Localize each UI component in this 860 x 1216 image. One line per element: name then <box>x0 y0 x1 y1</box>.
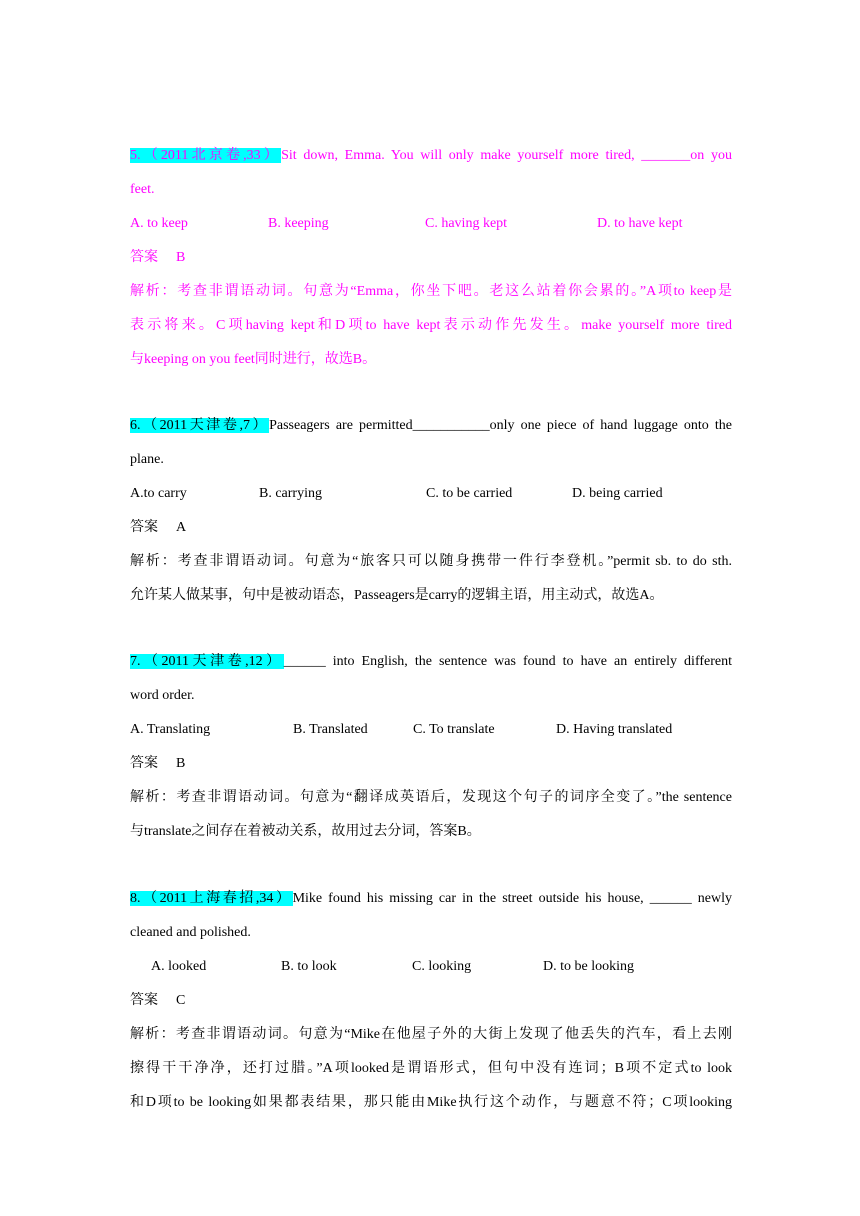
options-row <box>130 477 732 511</box>
question-8 <box>130 882 732 1120</box>
question-stem <box>130 139 732 173</box>
question-number-source: 5.（2011北京卷,33） <box>130 148 282 163</box>
analysis-line-2: 允许某人做某事，句中是被动语态，Passeagers是carry的逻辑主语，用主动式，故选A。 <box>130 588 664 603</box>
analysis-line-3: 与keeping on you feet同时进行，故选B。 <box>130 352 377 367</box>
question-stem <box>130 645 732 679</box>
analysis-line-2: 擦得干干净净，还打过腊。”A项looked是谓语形式，但句中没有连词；B项不定式to look <box>130 1061 732 1076</box>
question-6 <box>130 409 732 613</box>
question-5 <box>130 139 732 377</box>
option-c: C. to be carried <box>426 486 513 501</box>
analysis-line-1: 解析：考查非谓语动词。句意为“翻译成英语后，发现这个句子的词序全变了。”the sentence <box>130 790 732 805</box>
stem-text-continued: feet. <box>130 182 155 197</box>
stem-text-continued: plane. <box>130 452 164 467</box>
answer-value: C <box>176 993 186 1008</box>
analysis-line-3: 和D项to be looking如果都表结果，那只能由Mike执行这个动作，与题意不符；C项looking <box>130 1095 732 1110</box>
analysis-line-1: 解析：考查非谓语动词。句意为“Mike在他屋子外的大街上发现了他丢失的汽车，看上去刚 <box>130 1027 732 1042</box>
answer-line: 答案 B <box>130 250 186 265</box>
option-c: C. looking <box>412 959 472 974</box>
answer-value: B <box>176 756 186 771</box>
option-b: B. keeping <box>268 216 329 231</box>
option-b: B. Translated <box>293 722 368 737</box>
question-number-source: 8.（2011上海春招,34） <box>130 891 293 906</box>
answer-value: A <box>176 520 187 535</box>
stem-text: Sit down, Emma. You will only make yourself more tired, _______on you <box>281 148 732 163</box>
stem-text: ______ into English, the sentence was found to have an entirely different <box>283 654 732 669</box>
question-7 <box>130 645 732 849</box>
stem-text: Mike found his missing car in the street outside his house, ______ newly <box>292 891 732 906</box>
analysis-line-2: 表示将来。C项having kept和D项to have kept表示动作先发生。make yourself more tired <box>130 318 732 333</box>
option-a: A. Translating <box>130 722 211 737</box>
analysis-line-1: 解析：考查非谓语动词。句意为“Emma，你坐下吧。老这么站着你会累的。”A项to keep是 <box>130 284 732 299</box>
question-number-source: 6.（2011天津卷,7） <box>130 418 270 433</box>
option-a: A.to carry <box>130 486 187 501</box>
option-b: B. to look <box>281 959 337 974</box>
answer-line: 答案 C <box>130 993 186 1008</box>
options-row <box>130 950 732 984</box>
question-number-source: 7.（2011天津卷,12） <box>130 654 284 669</box>
answer-line: 答案 A <box>130 520 187 535</box>
option-c: C. having kept <box>425 216 508 231</box>
option-d: D. Having translated <box>556 722 673 737</box>
options-row <box>130 713 732 747</box>
option-c: C. To translate <box>413 722 495 737</box>
question-stem <box>130 882 732 916</box>
option-a: A. looked <box>151 959 207 974</box>
option-d: D. to have kept <box>597 216 683 231</box>
analysis-line-1: 解析：考查非谓语动词。句意为“旅客只可以随身携带一件行李登机。”permit sb. to do sth. <box>130 554 732 569</box>
answer-value: B <box>176 250 186 265</box>
options-row <box>130 207 732 241</box>
stem-text-continued: word order. <box>130 688 195 703</box>
option-a: A. to keep <box>130 216 188 231</box>
option-b: B. carrying <box>259 486 322 501</box>
stem-text-continued: cleaned and polished. <box>130 925 251 940</box>
stem-text: Passeagers are permitted___________only one piece of hand luggage onto the <box>269 418 732 433</box>
answer-line: 答案 B <box>130 756 186 771</box>
question-stem <box>130 409 732 443</box>
analysis-line-2: 与translate之间存在着被动关系，故用过去分词，答案B。 <box>130 824 481 839</box>
option-d: D. to be looking <box>543 959 634 974</box>
option-d: D. being carried <box>572 486 663 501</box>
